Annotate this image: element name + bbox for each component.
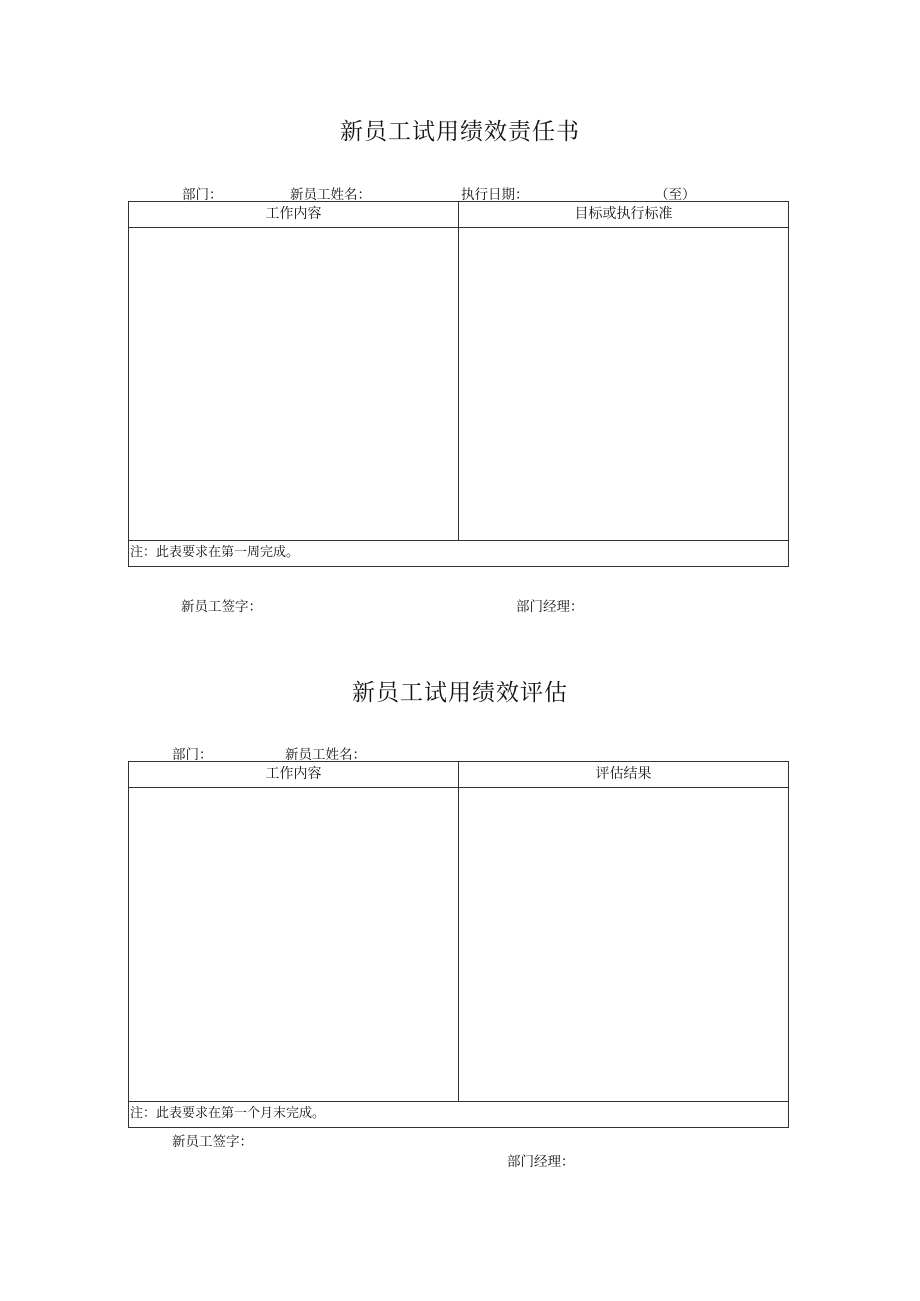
work-content-cell[interactable]: [129, 788, 458, 1101]
table-note: 注：此表要求在第一个月末完成。: [129, 1101, 788, 1127]
column-header-work: 工作内容: [265, 206, 322, 222]
responsibility-name-label: 新员工姓名：: [290, 187, 371, 203]
column-header-result: 评估结果: [595, 766, 652, 782]
responsibility-manager-signature: 部门经理：: [516, 599, 584, 615]
table-note: 注：此表要求在第一周完成。: [129, 540, 788, 566]
responsibility-date-label: 执行日期：: [461, 187, 529, 203]
responsibility-dept-label: 部门：: [182, 187, 223, 203]
evaluation-title: 新员工试用绩效评估: [352, 680, 568, 706]
responsibility-date-range: （至）: [655, 187, 696, 203]
responsibility-table: [128, 201, 789, 567]
evaluation-dept-label: 部门：: [172, 747, 213, 763]
column-header-work: 工作内容: [265, 766, 322, 782]
evaluation-employee-signature: 新员工签字：: [172, 1134, 253, 1150]
work-content-cell[interactable]: [129, 228, 458, 540]
evaluation-manager-signature: 部门经理：: [507, 1154, 575, 1170]
evaluation-name-label: 新员工姓名：: [285, 747, 366, 763]
column-header-target: 目标或执行标准: [574, 206, 673, 222]
responsibility-title: 新员工试用绩效责任书: [340, 119, 580, 145]
target-standard-cell[interactable]: [459, 228, 788, 540]
evaluation-table: [128, 761, 789, 1128]
responsibility-employee-signature: 新员工签字：: [181, 599, 262, 615]
evaluation-result-cell[interactable]: [459, 788, 788, 1101]
